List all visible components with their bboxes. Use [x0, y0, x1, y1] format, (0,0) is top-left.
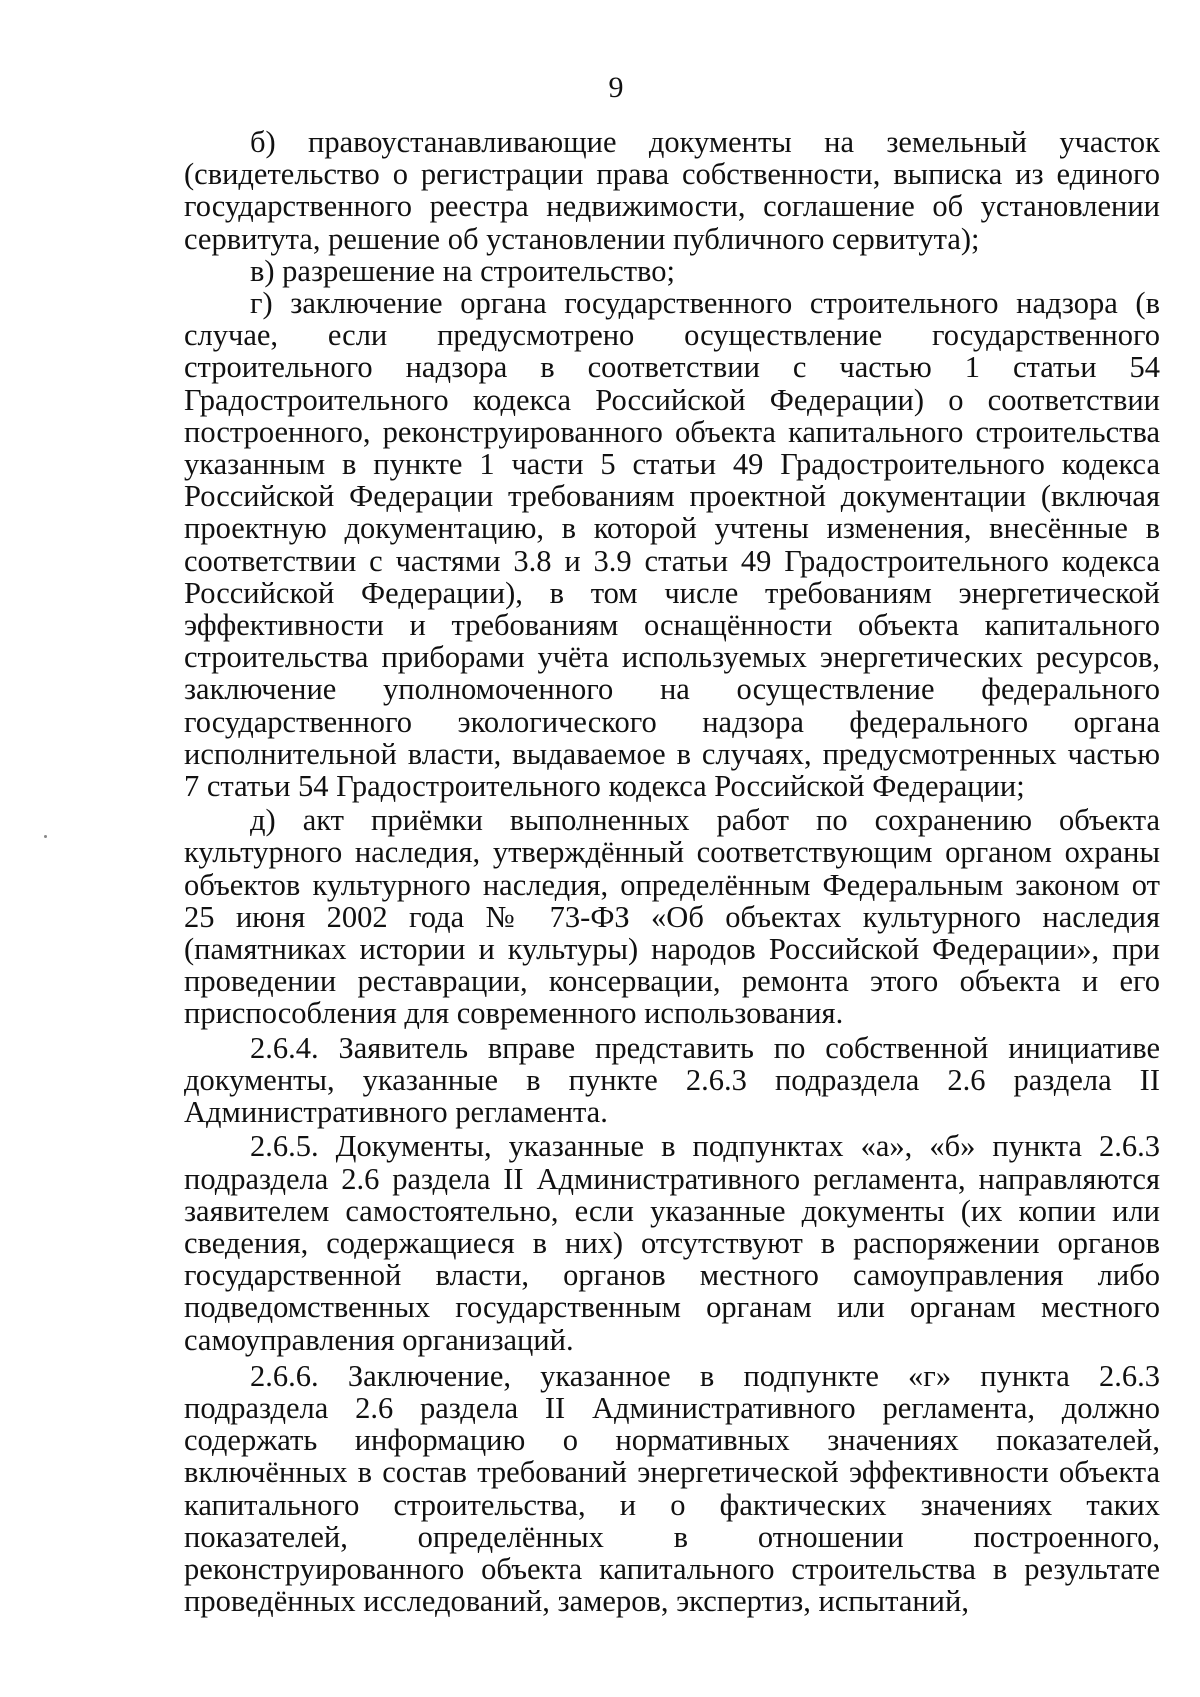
page-number: 9	[608, 71, 624, 104]
scan-speck	[44, 835, 47, 838]
paragraph-subitem-v: в) разрешение на строительство;	[250, 253, 675, 288]
paragraph-subitem-d: д) акт приёмки выполненных работ по сохранению объекта культурного наследия, утверждённый соответствующим органом охраны объектов культурного наследия, определённым Федеральным законом от 25 июня 2002 года № 73-ФЗ «Об объектах культурного наследия (памятниках истории и культуры) народов Российской Федерации», при проведении реставрации, консервации, ремонта этого объекта и его приспособления для современного использования.	[184, 803, 1160, 1031]
paragraph-clause-2-6-5: 2.6.5. Документы, указанные в подпунктах «а», «б» пункта 2.6.3 подраздела 2.6 раздела II Административного регламента, направляются заявителем самостоятельно, если указанные документы (их копии или сведения, содержащиеся в них) отсутствуют в распоряжении органов государственной власти, органов местного самоуправления либо подведомственных государственным органам или органам местного самоуправления организаций.	[184, 1129, 1160, 1357]
paragraph-subitem-b: б) правоустанавливающие документы на земельный участок (свидетельство о регистрации права собственности, выписка из единого государственного реестра недвижимости, соглашение об установлении сервитута, решение об установлении публичного сервитута);	[184, 125, 1160, 256]
document-body	[184, 126, 1160, 1617]
paragraph-subitem-g: г) заключение органа государственного строительного надзора (в случае, если предусмотрено осуществление государственного строительного надзора в соответствии с частью 1 статьи 54 Градостроительного кодекса Российской Федерации) о соответствии построенного, реконструированного объекта капитального строительства указанным в пункте 1 части 5 статьи 49 Градостроительного кодекса Российской Федерации требованиям проектной документации (включая проектную документацию, в которой учтены изменения, внесённые в соответствии с частями 3.8 и 3.9 статьи 49 Градостроительного кодекса Российской Федерации), в том числе требованиям энергетической эффективности и требованиям оснащённости объекта капитального строительства приборами учёта используемых энергетических ресурсов, заключение уполномоченного на осуществление федерального государственного экологического надзора федерального органа исполнительной власти, выдаваемое в случаях, предусмотренных частью 7 статьи 54 Градостроительного кодекса Российской Федерации;	[184, 286, 1160, 804]
paragraph-clause-2-6-6: 2.6.6. Заключение, указанное в подпункте «г» пункта 2.6.3 подраздела 2.6 раздела II Административного регламента, должно содержать информацию о нормативных значениях показателей, включённых в состав требований энергетической эффективности объекта капитального строительства, и о фактических значениях таких показателей, определённых в отношении построенного, реконструированного объекта капитального строительства в результате проведённых исследований, замеров, экспертиз, испытаний,	[184, 1358, 1160, 1619]
paragraph-clause-2-6-4: 2.6.4. Заявитель вправе представить по собственной инициативе документы, указанные в пункте 2.6.3 подраздела 2.6 раздела II Административного регламента.	[184, 1030, 1160, 1130]
